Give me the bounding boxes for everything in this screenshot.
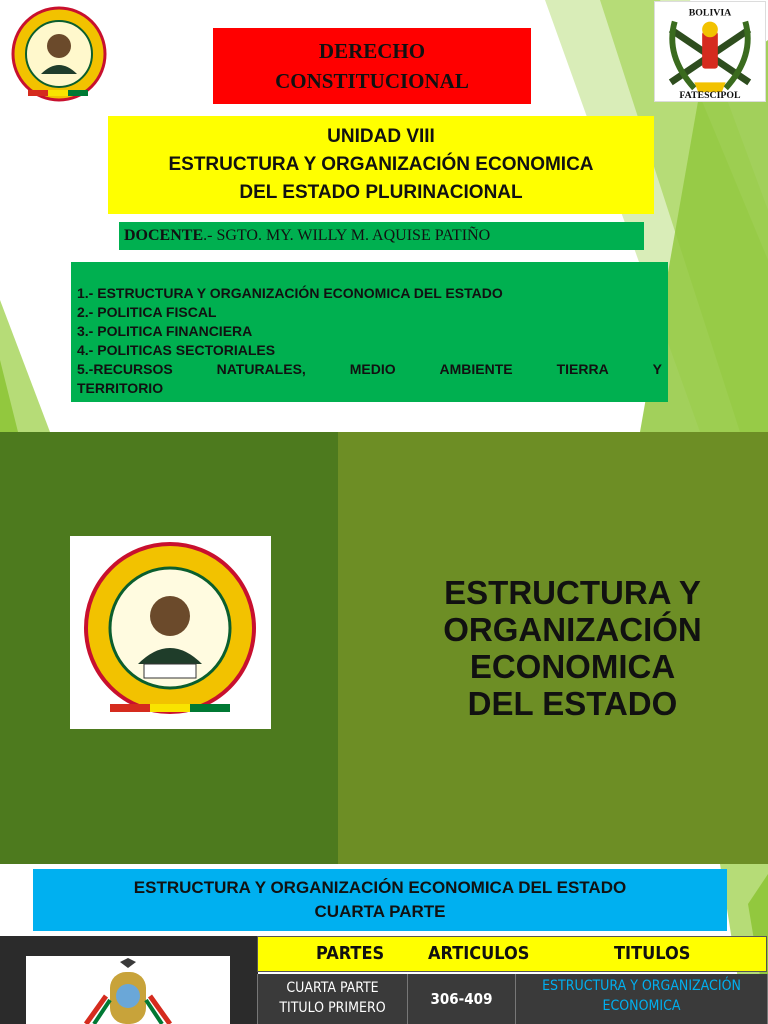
instructor-name: .- SGTO. MY. WILLY M. AQUISE PATIÑO [203, 227, 491, 244]
topic-item: 1.- ESTRUCTURA Y ORGANIZACIÓN ECONOMICA DEL ESTADO [77, 285, 503, 301]
topic-item: 3.- POLITICA FINANCIERA [77, 323, 253, 339]
cell-titulo-line1: ESTRUCTURA Y ORGANIZACIÓN [542, 978, 741, 994]
table-title-box [33, 869, 727, 931]
cell-parte-line2: TITULO PRIMERO [279, 1000, 386, 1016]
column-header-articulos: ARTICULOS [428, 943, 530, 964]
table-cell-titulo [515, 974, 768, 1024]
police-university-logo [8, 6, 110, 106]
cell-articulos: 306-409 [430, 990, 493, 1008]
topic-word: MEDIO [349, 361, 396, 377]
cell-titulo-line2: ECONOMICA [602, 998, 681, 1014]
course-title-line2: CONSTITUCIONAL [275, 69, 469, 93]
police-university-logo-large [70, 536, 271, 729]
section-title-line: ORGANIZACIÓN [443, 611, 702, 648]
course-title-line1: DERECHO [318, 39, 426, 63]
topic-word: AMBIENTE [439, 361, 513, 377]
emblem-top-text: BOLIVIA [688, 7, 732, 19]
table-title-line1: ESTRUCTURA Y ORGANIZACIÓN ECONOMICA DEL ESTADO [133, 878, 627, 897]
instructor-label: DOCENTE [124, 227, 204, 244]
slide-2 [0, 432, 768, 864]
instructor-box [119, 222, 644, 250]
topic-word: 5.-RECURSOS [77, 361, 173, 377]
section-title-line: ESTRUCTURA Y [444, 574, 701, 611]
unit-title-box [108, 116, 654, 214]
slide-3 [0, 864, 768, 1024]
column-header-partes: PARTES [316, 943, 385, 964]
topic-item: 4.- POLITICAS SECTORIALES [77, 342, 276, 358]
section-title-line: ECONOMICA [469, 648, 676, 685]
table-header-row [257, 936, 767, 972]
fatescipol-emblem [654, 1, 766, 102]
unit-title-line1: ESTRUCTURA Y ORGANIZACIÓN ECONOMICA [168, 154, 594, 175]
table-cell-articulos [407, 974, 515, 1024]
topic-word: NATURALES, [216, 361, 306, 377]
section-title-line: DEL ESTADO [467, 685, 678, 722]
topic-word: TIERRA [556, 361, 609, 377]
course-title-box [213, 28, 531, 104]
slide-1 [0, 0, 768, 432]
topic-item-5 [77, 360, 662, 379]
topic-word: Y [652, 361, 662, 377]
topic-item: 2.- POLITICA FISCAL [77, 304, 217, 320]
unit-title-line2: DEL ESTADO PLURINACIONAL [239, 182, 523, 203]
emblem-bottom-text: FATESCIPOL [679, 90, 741, 102]
unit-number: UNIDAD VIII [327, 126, 435, 147]
topic-item-5-continued: TERRITORIO [77, 380, 164, 396]
cell-parte-line1: CUARTA PARTE [286, 980, 379, 996]
table-cell-parte [257, 974, 407, 1024]
table-title-line2: CUARTA PARTE [314, 902, 446, 921]
column-header-titulos: TITULOS [614, 943, 691, 964]
bolivia-coat-of-arms [26, 956, 230, 1024]
topics-list [71, 262, 668, 402]
section-title [410, 574, 735, 722]
